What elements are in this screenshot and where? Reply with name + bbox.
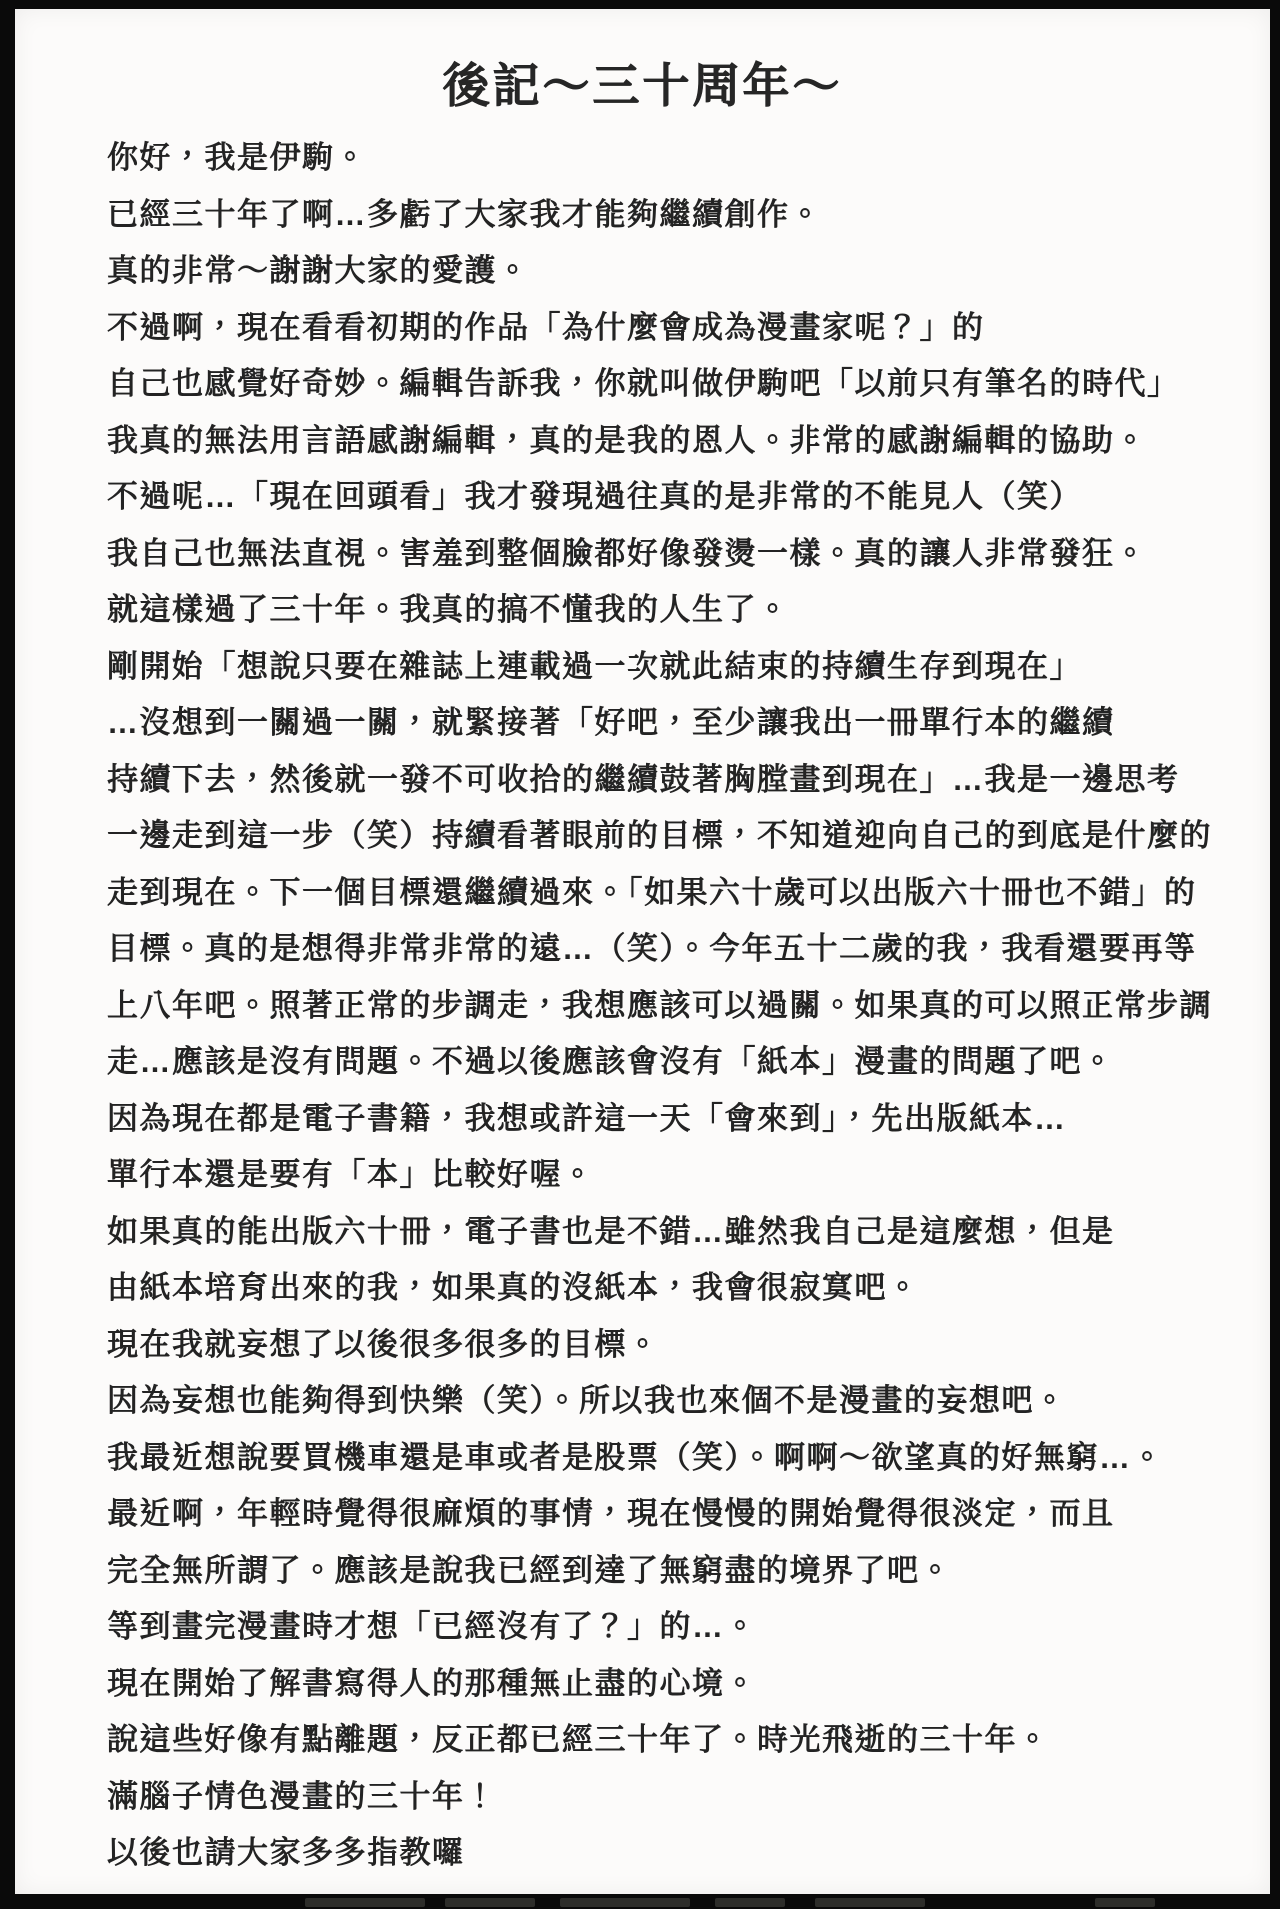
paragraph-line: 現在開始了解書寫得人的那種無止盡的心境。	[107, 1665, 757, 1701]
paragraph-line: 最近啊，年輕時覺得很麻煩的事情，現在慢慢的開始覺得很淡定，而且	[107, 1496, 1115, 1531]
body-text	[15, 130, 1270, 1882]
scan-artifact-mark	[560, 1898, 690, 1907]
paragraph-line: 因為妄想也能夠得到快樂（笑）。所以我也來個不是漫畫的妄想吧。	[107, 1383, 1067, 1418]
paragraph-line: 目標。真的是想得非常非常的遠…（笑）。今年五十二歲的我，我看還要再等	[107, 931, 1197, 966]
paragraph-line: 已經三十年了啊…多虧了大家我才能夠繼續創作。	[107, 196, 822, 232]
scan-artifact-mark	[1095, 1898, 1155, 1907]
paragraph-line: 走到現在。下一個目標還繼續過來。「如果六十歲可以出版六十冊也不錯」的	[107, 874, 1197, 910]
paragraph-line: 完全無所謂了。應該是說我已經到達了無窮盡的境界了吧。	[107, 1552, 952, 1588]
scan-artifact-mark	[715, 1898, 785, 1907]
paragraph-line: 滿腦子情色漫畫的三十年！	[107, 1778, 497, 1814]
paragraph-line: 上八年吧。照著正常的步調走，我想應該可以過關。如果真的可以照正常步調	[107, 987, 1212, 1023]
scan-artifact-mark	[305, 1898, 425, 1907]
paragraph-line: 一邊走到這一步（笑）持續看著眼前的目標，不知道迎向自己的到底是什麼的	[107, 818, 1212, 853]
paragraph-line: 現在我就妄想了以後很多很多的目標。	[107, 1326, 660, 1362]
paragraph-line: 單行本還是要有「本」比較好喔。	[107, 1157, 595, 1192]
paragraph-line: 我自己也無法直視。害羞到整個臉都好像發燙一樣。真的讓人非常發狂。	[107, 535, 1147, 571]
scan-artifact-mark	[815, 1898, 925, 1907]
paragraph-line: 以後也請大家多多指教囉	[107, 1835, 465, 1870]
paragraph-line: 不過啊，現在看看初期的作品「為什麼會成為漫畫家呢？」的	[107, 309, 985, 345]
scan-artifact-mark	[445, 1898, 535, 1907]
paragraph-line: 你好，我是伊駒。	[107, 140, 367, 175]
paragraph-line: 剛開始「想說只要在雜誌上連載過一次就此結束的持續生存到現在」	[107, 648, 1082, 684]
paragraph-line: 走…應該是沒有問題。不過以後應該會沒有「紙本」漫畫的問題了吧。	[107, 1044, 1115, 1079]
paragraph-line: 我真的無法用言語感謝編輯，真的是我的恩人。非常的感謝編輯的協助。	[107, 422, 1147, 458]
paragraph-line: 因為現在都是電子書籍，我想或許這一天「會來到」，先出版紙本…	[107, 1100, 1067, 1136]
scan-artifact	[15, 1894, 1270, 1909]
paragraph-line: …沒想到一關過一關，就緊接著「好吧，至少讓我出一冊單行本的繼續	[107, 705, 1115, 740]
paragraph-line: 由紙本培育出來的我，如果真的沒紙本，我會很寂寞吧。	[107, 1270, 920, 1305]
paragraph-line: 自己也感覺好奇妙。編輯告訴我，你就叫做伊駒吧「以前只有筆名的時代」	[107, 366, 1180, 401]
page-title: 後記～三十周年～	[442, 59, 843, 112]
page	[15, 9, 1270, 1894]
paragraph-line: 如果真的能出版六十冊，電子書也是不錯…雖然我自己是這麼想，但是	[107, 1213, 1115, 1249]
paragraph-line: 真的非常～謝謝大家的愛護。	[107, 253, 530, 288]
paragraph-line: 不過呢…「現在回頭看」我才發現過往真的是非常的不能見人（笑）	[107, 479, 1082, 514]
paragraph-line: 就這樣過了三十年。我真的搞不懂我的人生了。	[107, 592, 790, 627]
paragraph-line: 我最近想說要買機車還是車或者是股票（笑）。啊啊～欲望真的好無窮…。	[107, 1439, 1164, 1475]
paragraph-line: 持續下去，然後就一發不可收拾的繼續鼓著胸膛畫到現在」…我是一邊思考	[107, 761, 1180, 797]
paragraph-line: 說這些好像有點離題，反正都已經三十年了。時光飛逝的三十年。	[107, 1722, 1050, 1757]
paragraph-line: 等到畫完漫畫時才想「已經沒有了？」的…。	[107, 1609, 757, 1644]
